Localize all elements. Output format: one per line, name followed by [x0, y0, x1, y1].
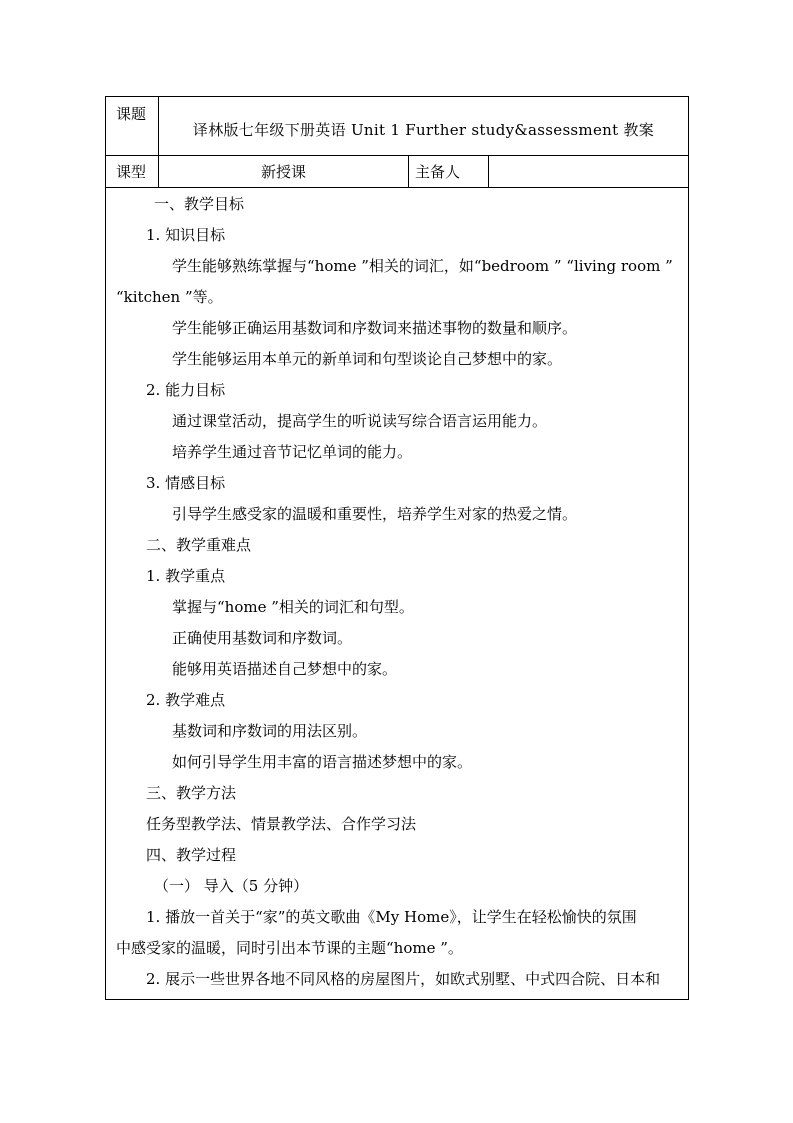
topic-label: 课题	[106, 97, 159, 155]
subheading: 3. 情感目标	[146, 474, 226, 492]
topic-title-text: 译林版七年级下册英语 Unit 1 Further study&assessment 教案	[192, 120, 655, 139]
paragraph-line: 掌握与“home ”相关的词汇和句型。	[172, 598, 414, 616]
paragraph-line: 学生能够正确运用基数词和序数词来描述事物的数量和顺序。	[172, 319, 578, 337]
paragraph-line: 通过课堂活动，提高学生的听说读写综合语言运用能力。	[172, 412, 548, 430]
paragraph-line: 学生能够熟练掌握与“home ”相关的词汇，如“bedroom ” “living room ”	[172, 257, 673, 275]
section-heading: 一、教学目标	[154, 195, 245, 213]
paragraph-line: 任务型教学法、情景教学法、合作学习法	[146, 815, 417, 833]
lead-value	[489, 155, 688, 187]
subheading: （一） 导入（5 分钟）	[154, 877, 309, 895]
lesson-plan-table	[105, 96, 689, 1000]
paragraph-line: 正确使用基数词和序数词。	[172, 629, 353, 647]
paragraph-line: 2. 展示一些世界各地不同风格的房屋图片，如欧式别墅、中式四合院、日本和	[146, 970, 661, 988]
topic-title	[159, 97, 688, 155]
paragraph-line: 学生能够运用本单元的新单词和句型谈论自己梦想中的家。	[172, 350, 563, 368]
topic-row	[106, 97, 688, 156]
subheading: 1. 知识目标	[146, 226, 226, 244]
paragraph-line: 基数词和序数词的用法区别。	[172, 722, 368, 740]
paragraph-line: 中感受家的温暖，同时引出本节课的主题“home ”。	[116, 939, 463, 957]
type-value: 新授课	[159, 155, 409, 187]
content-cell	[106, 187, 688, 999]
subheading: 2. 能力目标	[146, 381, 226, 399]
paragraph-line: 能够用英语描述自己梦想中的家。	[172, 660, 398, 678]
lead-label: 主备人	[409, 155, 489, 187]
paragraph-line: 1. 播放一首关于“家”的英文歌曲《My Home》，让学生在轻松愉快的氛围	[146, 908, 637, 926]
subheading: 1. 教学重点	[146, 567, 226, 585]
type-row	[106, 155, 688, 188]
paragraph-line: “kitchen ”等。	[116, 288, 223, 306]
paragraph-line: 培养学生通过音节记忆单词的能力。	[172, 443, 413, 461]
section-heading: 四、教学过程	[146, 846, 237, 864]
section-heading: 二、教学重难点	[146, 536, 252, 554]
subheading: 2. 教学难点	[146, 691, 226, 709]
paragraph-line: 引导学生感受家的温暖和重要性，培养学生对家的热爱之情。	[172, 505, 578, 523]
paragraph-line: 如何引导学生用丰富的语言描述梦想中的家。	[172, 753, 473, 771]
type-label: 课型	[106, 155, 159, 187]
section-heading: 三、教学方法	[146, 784, 237, 802]
